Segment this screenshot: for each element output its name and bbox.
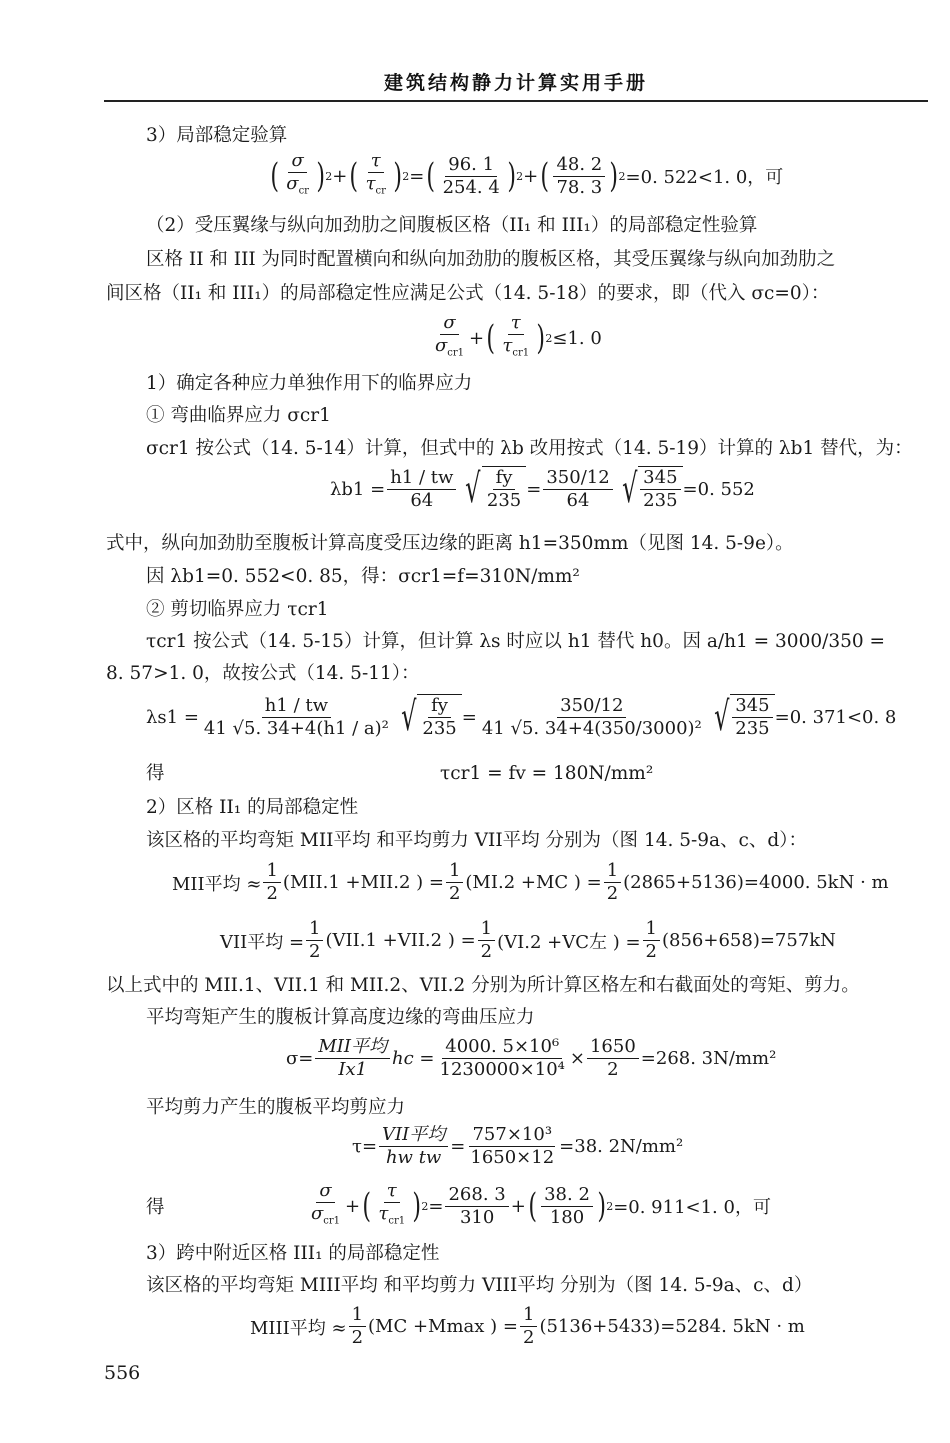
paragraph: 间区格（II₁ 和 III₁）的局部稳定性应满足公式（14. 5-18）的要求，即（代入 σc=0）： [106, 283, 830, 304]
equation-check-ii1: $\frac{\sigma}{\sigma_{cr1}}$ + ( $\frac{\tau}{\tau_{cr1}}$ ) 2 = $\frac{268. 3}{310}$ + ( $\frac{38. 2}{180}$ ) 2 =0. 911<1. 0，可 [311, 1180, 771, 1228]
section-title: （2）受压翼缘与纵向加劲肋之间腹板区格（II₁ 和 III₁）的局部稳定性验算 [146, 215, 758, 236]
equation-m-iii-avg: MIII平均 ≈ $\frac{1}{2}$ (MC +Mmax ) = $\frac{1}{2}$ (5136+5433)=5284. 5kN · m [250, 1304, 805, 1348]
paragraph: 以上式中的 MII.1、VII.1 和 MII.2、VII.2 分别为所计算区格左和右截面处的弯矩、剪力。 [106, 975, 860, 996]
header-rule [104, 100, 928, 102]
paragraph: 该区格的平均弯矩 MIII平均 和平均剪力 VIII平均 分别为（图 14. 5-9a、c、d） [146, 1275, 813, 1296]
subsection-title: 2）区格 II₁ 的局部稳定性 [146, 797, 359, 818]
subsection-title: ① 弯曲临界应力 σcr1 [146, 405, 331, 426]
paragraph: σcr1 按公式（14. 5-14）计算，但式中的 λb 改用按式（14. 5-19）计算的 λb1 替代，为： [146, 438, 913, 459]
paragraph: 区格 II 和 III 为同时配置横向和纵向加劲肋的腹板区格，其受压翼缘与纵向加劲肋之 [146, 249, 836, 270]
equation-tau-cr1: τcr1 = fv = 180N/mm² [440, 763, 654, 784]
equation-m-ii-avg: MII平均 ≈ $\frac{1}{2}$ (MII.1 +MII.2 ) = $\frac{1}{2}$ (MI.2 +MC ) = $\frac{1}{2}$ (2865+5136)=4000. 5kN · m [172, 860, 889, 904]
subsection-title: 1）确定各种应力单独作用下的临界应力 [146, 373, 473, 394]
paragraph: 式中，纵向加劲肋至腹板计算高度受压边缘的距离 h1=350mm（见图 14. 5-9e）。 [106, 533, 794, 554]
equation-lambda-s1: λs1 = $\frac{h1 / tw}{\text{41 √5. 34+4(h1 / a)²}}$ √ $\frac{fy}{235}$ = $\frac{350/12}{\text{41 √5. 34+4(350/3000)²}}$ √ $\frac{345}{235}$ =0. 371<0. 8 [146, 694, 897, 740]
subsection-title: 3）局部稳定验算 [146, 125, 288, 146]
label-de: 得 [146, 1197, 165, 1218]
paragraph: 8. 57>1. 0，故按公式（14. 5-11）： [106, 663, 420, 684]
equation-tau: τ= $\frac{\text{VII平均}}{\text{hw tw}}$ = $\frac{\text{757×10³}}{1650\times 12}$ =38. 2N/mm² [352, 1124, 684, 1168]
paragraph: 因 λb1=0. 552<0. 85，得：σcr1=f=310N/mm² [146, 566, 580, 587]
page-number: 556 [104, 1362, 141, 1384]
subsection-title: 3）跨中附近区格 III₁ 的局部稳定性 [146, 1243, 440, 1264]
equation-stability-check: ( $\frac{\sigma}{\sigma_{cr}}$ ) 2 + ( $\frac{\tau}{\tau_{cr}}$ ) 2 = ( $\frac{96. 1}{254. 4}$ ) 2 + ( $\frac{48. 2}{78. 3}$ ) 2 =0. 522<1. 0，可 [270, 150, 784, 198]
equation-sigma: σ= $\frac{\text{MII平均}}{Ix1}$ hc = $\frac{\text{4000. 5×10⁶}}{\text{1230000×10⁴}}$ × $\frac{1650}{2}$ =268. 3N/mm² [286, 1036, 777, 1080]
label-de: 得 [146, 763, 165, 784]
equation-lambda-b1: λb1 = $\frac{h1 / tw}{64}$ √ $\frac{fy}{235}$ = $\frac{350/12}{64}$ √ $\frac{345}{235}$ =0. 552 [330, 466, 755, 512]
paragraph: 该区格的平均弯矩 MII平均 和平均剪力 VII平均 分别为（图 14. 5-9a、c、d）： [146, 830, 808, 851]
equation-criterion: $\frac{\sigma}{\sigma_{cr1}}$ + ( $\frac{\tau}{\tau_{cr1}}$ ) 2 ≤1. 0 [435, 312, 602, 359]
subsection-title: ② 剪切临界应力 τcr1 [146, 599, 329, 620]
running-header: 建筑结构静力计算实用手册 [383, 72, 648, 94]
paragraph: 平均剪力产生的腹板平均剪应力 [146, 1097, 406, 1118]
paragraph: 平均弯矩产生的腹板计算高度边缘的弯曲压应力 [146, 1007, 535, 1028]
paragraph: τcr1 按公式（14. 5-15）计算，但计算 λs 时应以 h1 替代 h0。因 a/h1 = 3000/350 = [146, 631, 886, 652]
equation-v-ii-avg: VII平均 = $\frac{1}{2}$ (VII.1 +VII.2 ) = $\frac{1}{2}$ (VI.2 +VC左 ) = $\frac{1}{2}$ (856+658)=757kN [220, 918, 836, 962]
